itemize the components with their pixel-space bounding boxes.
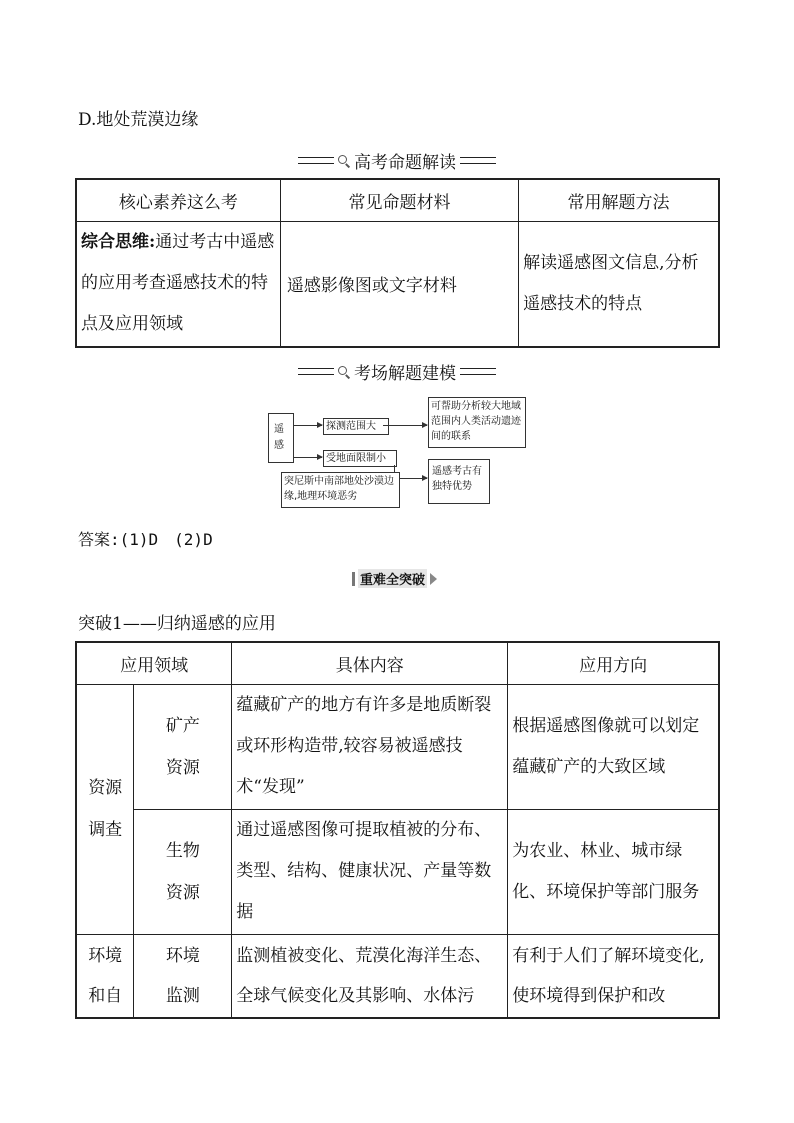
banner-rule-right xyxy=(460,157,496,164)
core-literacy-cell xyxy=(76,221,280,347)
sub-mineral-resource: 矿产资源 xyxy=(134,684,232,809)
mineral-content: 蕴藏矿产的地方有许多是地质断裂或环形构造带,较容易被遥感技术“发现” xyxy=(232,684,508,809)
section-tag-label: 重难全突破 xyxy=(358,569,427,588)
sub-environment-monitoring: 环境监测 xyxy=(134,934,232,1018)
magnifier-icon xyxy=(338,155,350,167)
diagram-range-box: 探测范围大 xyxy=(323,418,389,435)
diagram-top-right-box: 可帮助分析较大地域范围内人类活动遗迹间的联系 xyxy=(428,397,526,448)
tag-arrow-icon xyxy=(430,573,437,585)
arrow-to-limit xyxy=(294,457,322,458)
header-method: 常用解题方法 xyxy=(519,179,719,221)
diagram-bottom-right-box: 遥感考古有独特优势 xyxy=(428,459,490,504)
exam-interpretation-table xyxy=(75,178,720,348)
banner-exam-interpretation xyxy=(0,148,794,173)
diagram-limit-box: 受地面限制小 xyxy=(323,450,397,467)
environment-content: 监测植被变化、荒漠化海洋生态、全球气候变化及其影响、水体污 xyxy=(232,934,508,1018)
core-literacy-text: 通过考古中遥感的应用考查遥感技术的特点及应用领域 xyxy=(81,232,275,335)
option-d: D.地处荒漠边缘 xyxy=(78,110,199,130)
section-tag xyxy=(352,569,437,588)
answer-line: 答案:(1)D (2)D xyxy=(78,530,213,549)
tag-bar-icon xyxy=(352,572,355,586)
table-row xyxy=(76,934,719,1018)
banner-rule-right xyxy=(460,368,496,375)
arrow-to-top-right xyxy=(383,425,427,426)
header-direction: 应用方向 xyxy=(508,642,719,684)
mineral-direction: 根据遥感图像就可以划定蕴藏矿产的大致区域 xyxy=(508,684,719,809)
arrow-to-range xyxy=(294,425,322,426)
banner-title: 考场解题建模 xyxy=(354,364,456,384)
table-row xyxy=(76,684,719,809)
banner-rule-left xyxy=(298,157,334,164)
header-content: 具体内容 xyxy=(232,642,508,684)
table-row xyxy=(76,809,719,934)
header-application-field: 应用领域 xyxy=(76,642,232,684)
diagram-desert-box: 突尼斯中南部地处沙漠边缘,地理环境恶劣 xyxy=(281,472,400,508)
table-row xyxy=(76,221,719,347)
method-cell: 解读遥感图文信息,分析遥感技术的特点 xyxy=(519,221,719,347)
group-resource-survey: 资源调查 xyxy=(76,684,134,934)
group-environment: 环境和自 xyxy=(76,934,134,1018)
diagram-remote-sensing-box: 遥感 xyxy=(268,413,294,463)
core-literacy-bold: 综合思维: xyxy=(81,232,156,253)
banner-title: 高考命题解读 xyxy=(354,153,456,173)
environment-direction: 有利于人们了解环境变化,使环境得到保护和改 xyxy=(508,934,719,1018)
sub-biological-resource: 生物资源 xyxy=(134,809,232,934)
biological-direction: 为农业、林业、城市绿化、环境保护等部门服务 xyxy=(508,809,719,934)
banner-rule-left xyxy=(298,368,334,375)
banner-modeling xyxy=(0,359,794,384)
breakthrough-title: 突破1——归纳遥感的应用 xyxy=(78,614,276,634)
biological-content: 通过遥感图像可提取植被的分布、类型、结构、健康状况、产量等数据 xyxy=(232,809,508,934)
header-common-material: 常见命题材料 xyxy=(280,179,518,221)
common-material-cell: 遥感影像图或文字材料 xyxy=(280,221,518,347)
magnifier-icon xyxy=(338,366,350,378)
table-header-row xyxy=(76,642,719,684)
remote-sensing-application-table xyxy=(75,641,720,1019)
table-header-row xyxy=(76,179,719,221)
header-core-literacy: 核心素养这么考 xyxy=(76,179,280,221)
